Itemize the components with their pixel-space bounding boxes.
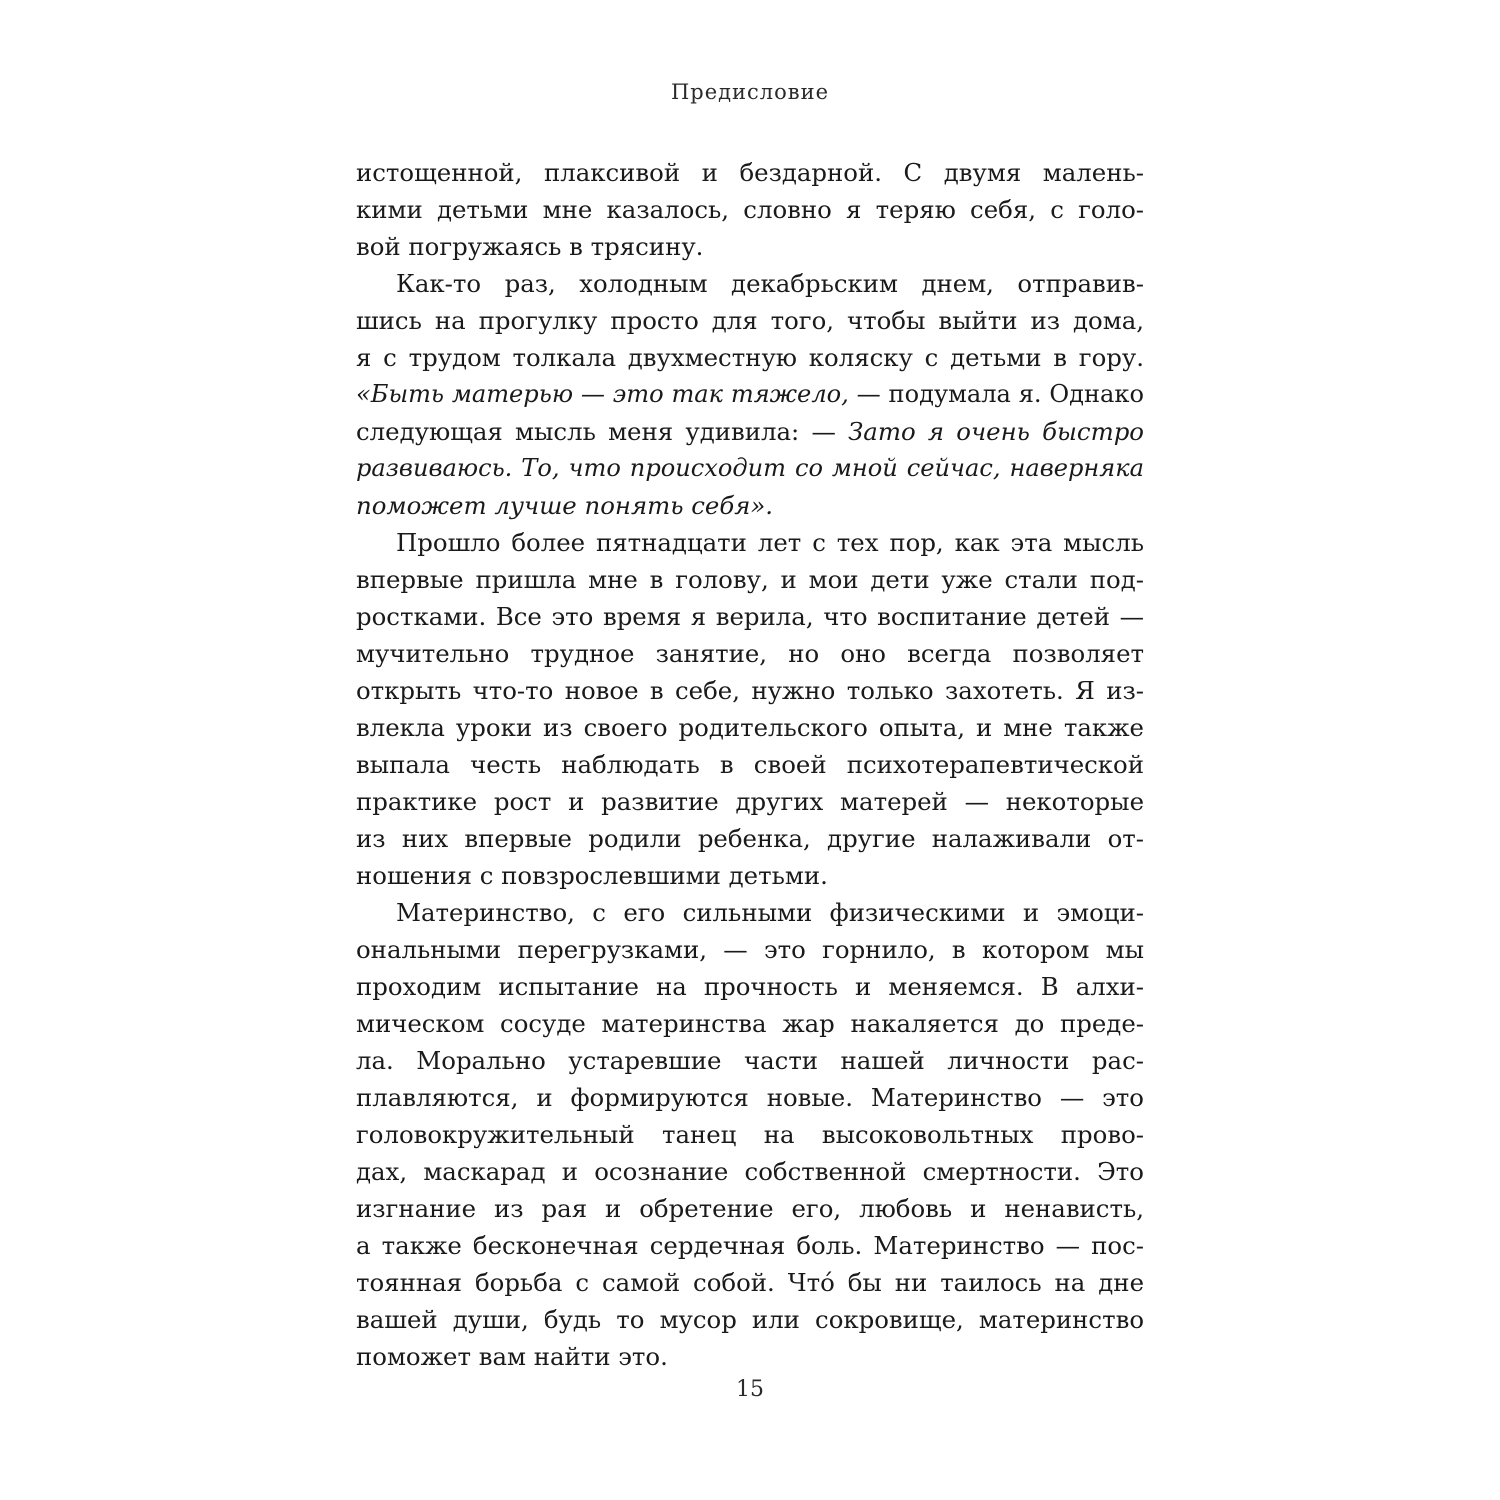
text-line: изгнание из рая и обретение его, любовь и ненависть,	[356, 1194, 1144, 1223]
running-header: Предисловие	[670, 80, 830, 104]
text-line-italic: развиваюсь. То, что происходит со мной сейчас, наверняка	[356, 454, 1144, 482]
paragraph-4	[356, 894, 1144, 1375]
text-line: а также бесконечная сердечная боль. Материнство — пос-	[356, 1231, 1144, 1260]
text-line: плавляются, и формируются новые. Материнство — это	[356, 1083, 1144, 1112]
text-line: мучительно трудное занятие, но оно всегда позволяет	[356, 639, 1144, 668]
text-line: я с трудом толкала двухместную коляску с детьми в гору.	[356, 343, 1144, 372]
text-line: истощенной, плаксивой и бездарной. С двумя малень-	[356, 158, 1144, 187]
text-line: ношения с повзрослевшими детьми.	[356, 861, 828, 890]
text-line: выпала честь наблюдать в своей психотерапевтической	[356, 750, 1144, 779]
text-line: ла. Морально устаревшие части нашей личности рас-	[356, 1046, 1144, 1075]
text-line-mixed	[356, 413, 1144, 450]
page-number: 15	[736, 1377, 764, 1402]
text-line: Материнство, с его сильными физическими и эмоци-	[396, 898, 1144, 927]
paragraph-2	[356, 265, 1144, 524]
text-line-italic: поможет лучше понять себя».	[356, 491, 774, 520]
text-line: шись на прогулку просто для того, чтобы выйти из дома,	[356, 306, 1144, 335]
text-line: вашей души, будь то мусор или сокровище, материнство	[356, 1305, 1144, 1334]
text-line: из них впервые родили ребенка, другие налаживали от-	[356, 824, 1144, 853]
italic-quote: «Быть матерью — это так тяжело,	[356, 380, 849, 408]
text-line: открыть что-то новое в себе, нужно только захотеть. Я из-	[356, 676, 1144, 705]
text-line-mixed	[356, 376, 1144, 413]
roman-text: — подумала я. Однако	[848, 380, 1144, 408]
text-line: впервые пришла мне в голову, и мои дети уже стали под-	[356, 565, 1144, 594]
text-line: поможет вам найти это.	[356, 1342, 668, 1371]
text-line: головокружительный танец на высоковольтных прово-	[356, 1120, 1144, 1149]
italic-quote: Зато я очень быстро	[848, 417, 1144, 446]
paragraph-3	[356, 524, 1144, 894]
text-line: практике рост и развитие других матерей — некоторые	[356, 787, 1144, 816]
body-text	[356, 154, 1144, 1375]
text-line: Как-то раз, холодным декабрьским днем, отправив-	[396, 269, 1144, 298]
roman-text: следующая мысль меня удивила: —	[356, 417, 849, 446]
text-line: мическом сосуде материнства жар накаляется до преде-	[356, 1009, 1144, 1038]
text-line: дах, маскарад и осознание собственной смертности. Это	[356, 1157, 1144, 1186]
text-line: Прошло более пятнадцати лет с тех пор, как эта мысль	[396, 528, 1144, 557]
text-line: вой погружаясь в трясину.	[356, 232, 704, 261]
text-line: проходим испытание на прочность и меняемся. В алхи-	[356, 972, 1144, 1001]
text-line: ональными перегрузками, — это горнило, в котором мы	[356, 935, 1144, 964]
text-line: тоянная борьба с самой собой. Чтó бы ни таилось на дне	[356, 1268, 1144, 1297]
text-line: влекла уроки из своего родительского опыта, и мне также	[356, 713, 1144, 742]
paragraph-1	[356, 154, 1144, 265]
text-line: ростками. Все это время я верила, что воспитание детей —	[356, 602, 1144, 631]
text-line: кими детьми мне казалось, словно я теряю себя, с голо-	[356, 195, 1144, 224]
